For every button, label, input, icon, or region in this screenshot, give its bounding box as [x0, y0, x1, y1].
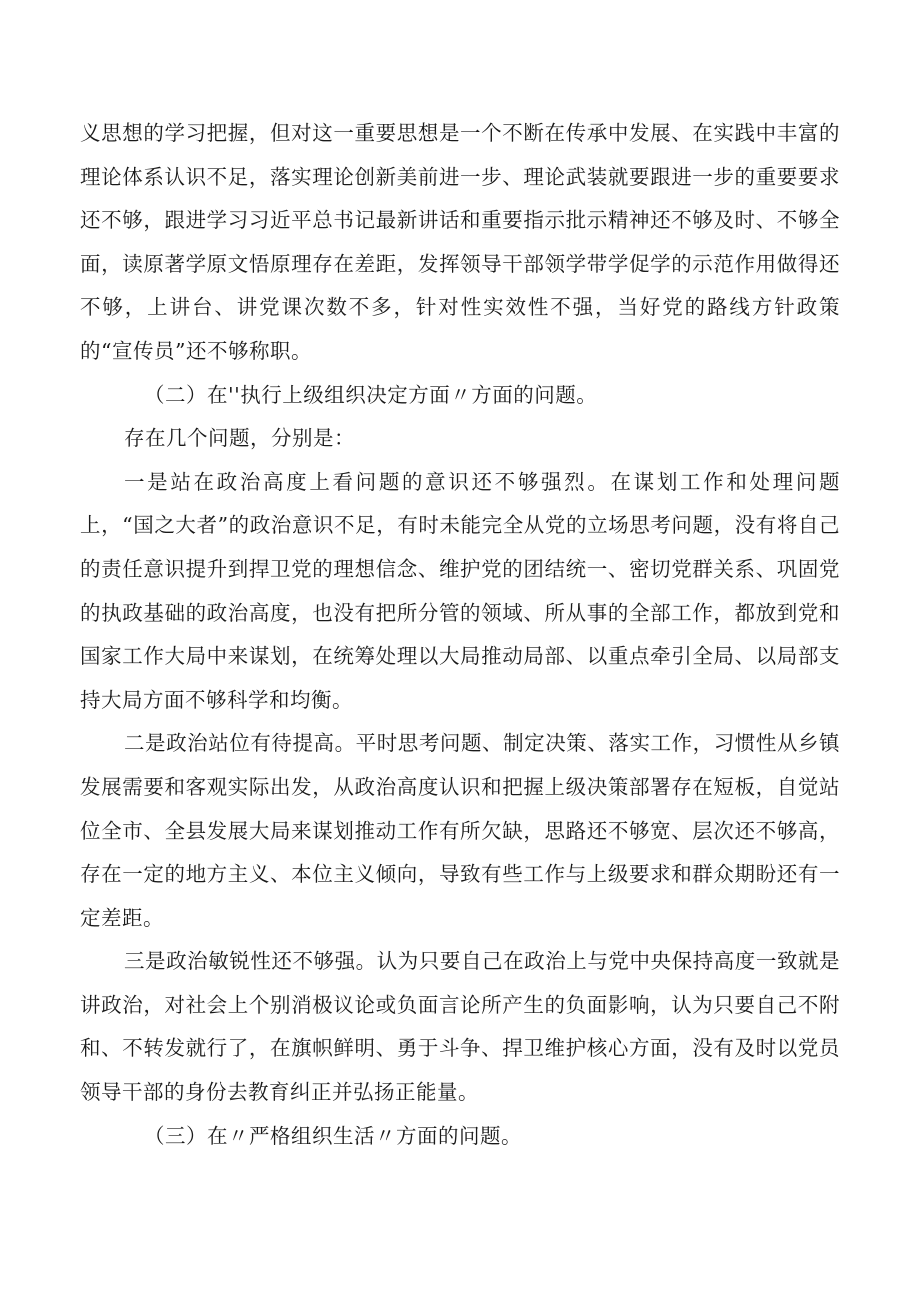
document-page: [80, 112, 840, 1158]
paragraph-point-1: 一是站在政治高度上看问题的意识还不够强烈。在谋划工作和处理问题上，“国之大者”的政治意识不足，有时未能完全从党的立场思考问题，没有将自己的责任意识提升到捍卫党的理想信念、维护党的团结统一、密切党群关系、巩固党的执政基础的政治高度，也没有把所分管的领域、所从事的全部工作，都放到党和国家工作大局中来谋划，在统筹处理以大局推动局部、以重点牵引全局、以局部支持大局方面不够科学和均衡。: [80, 469, 840, 712]
section-heading-3: （三）在〃严格组织生活〃方面的问题。: [144, 1123, 522, 1148]
paragraph-intro: 存在几个问题，分别是：: [124, 426, 355, 451]
paragraph-continued: 义思想的学习把握，但对这一重要思想是一个不断在传承中发展、在实践中丰富的理论体系认识不足，落实理论创新美前进一步、理论武装就要跟进一步的重要要求还不够，跟进学习习近平总书记最新讲话和重要指示批示精神还不够及时、不够全面，读原著学原文悟原理存在差距，发挥领导干部领学带学促学的示范作用做得还不够，上讲台、讲党课次数不多，针对性实效性不强，当好党的路线方针政策的“宣传员”还不够称职。: [80, 121, 840, 363]
section-heading-2: （二）在''执行上级组织决定方面〃方面的问题。: [144, 382, 598, 407]
paragraph-point-3: 三是政治敏锐性还不够强。认为只要自己在政治上与党中央保持高度一致就是讲政治，对社会上个别消极议论或负面言论所产生的负面影响，认为只要自己不附和、不转发就行了，在旗帜鲜明、勇于斗争、捍卫维护核心方面，没有及时以党员领导干部的身份去教育纠正并弘扬正能量。: [80, 949, 840, 1105]
paragraph-point-2: 二是政治站位有待提高。平时思考问题、制定决策、落实工作，习惯性从乡镇发展需要和客观实际出发，从政治高度认识和把握上级决策部署存在短板，自觉站位全市、全县发展大局来谋划推动工作有所欠缺，思路还不够宽、层次还不够高，存在一定的地方主义、本位主义倾向，导致有些工作与上级要求和群众期盼还有一定差距。: [80, 731, 840, 930]
